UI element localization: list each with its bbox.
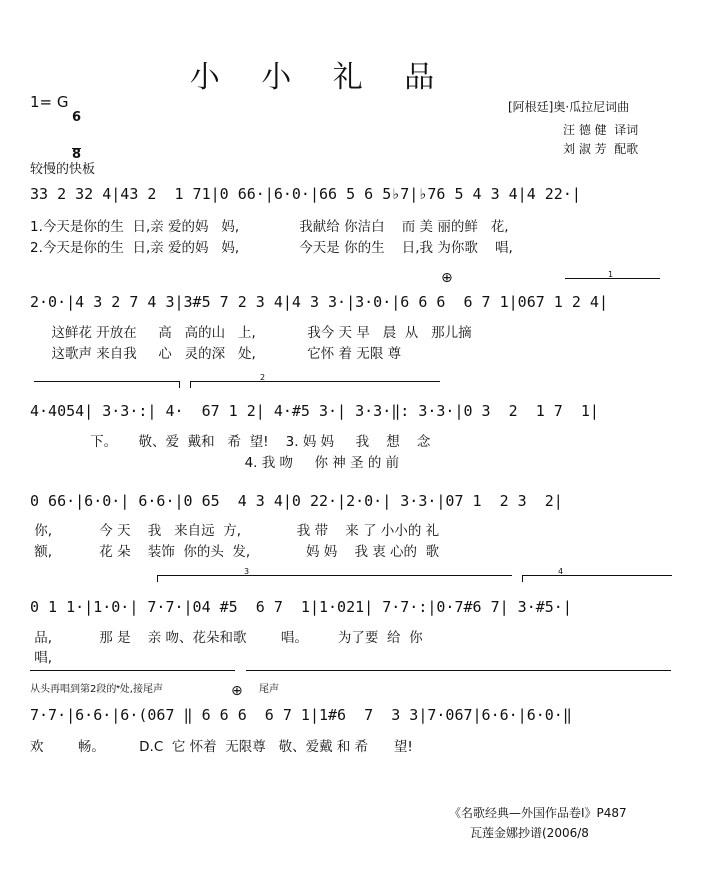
- volta-bracket-3: [157, 575, 512, 576]
- transcriber-note: 瓦莲金娜抄谱(2006/8: [470, 826, 589, 840]
- lyric-line-2-verse-2: 这歌声 来自我 心 灵的深 处, 它怀 着 无限 尊: [30, 346, 402, 362]
- source-citation: 《名歌经典—外国作品卷Ⅰ》P487: [449, 806, 627, 820]
- volta-label-2: 2: [260, 373, 266, 382]
- volta-tick: [179, 381, 180, 388]
- notation-line-5: 0 1 1·|1·0·| 7·7·|04 #5 6 7 1|1·021| 7·7·:|0·7#6 7| 3·#5·|: [30, 598, 572, 616]
- composer-credit: [阿根廷]奥·瓜拉尼词曲: [508, 100, 630, 114]
- song-title: 小 小 礼 品: [189, 60, 451, 95]
- dc-instruction: 从头再唱到第2段的𝄌处,接尾声: [30, 684, 163, 695]
- lyric-line-2-verse-1: 这鲜花 开放在 高 高的山 上, 我今 天 早 晨 从 那儿摘: [30, 325, 472, 341]
- lyric-line-3-verse-1: 下。 敬、爱 戴和 希 望! 3. 妈 妈 我 想 念: [30, 434, 431, 450]
- notation-line-4: 0 66·|6·0·| 6·6·|0 65 4 3 4|0 22·|2·0·| 3·3·|07 1 2 3 2|: [30, 492, 563, 510]
- volta-bracket-4: [522, 575, 672, 576]
- dc-bracket: [30, 670, 235, 671]
- volta-bracket-2: [190, 381, 440, 382]
- lyric-line-1-verse-1: 1.今天是你的生 日,亲 爱的妈 妈, 我献给 你洁白 而 美 丽的鲜 花,: [30, 219, 509, 235]
- volta-label-1: 1: [608, 270, 614, 279]
- notation-line-2: 2·0·|4 3 2 7 4 3|3#5 7 2 3 4|4 3 3·|3·0·|6 6 6 6 7 1|067 1 2 4|: [30, 293, 608, 311]
- volta-tick: [157, 575, 158, 582]
- key-signature: 1= G: [30, 93, 69, 111]
- volta-label-4: 4: [558, 567, 564, 576]
- volta-bracket-1-end: [34, 381, 179, 382]
- arranger-credit: 刘 淑 芳 配歌: [563, 142, 639, 156]
- notation-line-3: 4·4054| 3·3·:| 4· 67 1 2| 4·#5 3·| 3·3·‖: 3·3·|0 3 2 1 7 1|: [30, 402, 599, 420]
- volta-label-3: 3: [244, 567, 250, 576]
- coda-label: 尾声: [259, 684, 279, 695]
- notation-line-6: 7·7·|6·6·|6·(067 ‖ 6 6 6 6 7 1|1#6 7 3 3|7·067|6·6·|6·0·‖: [30, 706, 572, 724]
- lyric-line-4-verse-2: 额, 花 朵 装饰 你的头 发, 妈 妈 我 衷 心的 歌: [30, 544, 440, 560]
- meter-top: 6: [72, 110, 82, 125]
- coda-bracket: [246, 670, 671, 671]
- volta-tick: [190, 381, 191, 388]
- coda-icon: ⊕: [231, 683, 243, 699]
- translator-credit: 汪 德 健 译词: [563, 123, 639, 137]
- lyric-line-6: 欢 畅。 D.C 它 怀着 无限尊 敬、爱戴 和 希 望!: [30, 739, 413, 755]
- lyric-line-5-verse-2: 唱,: [30, 650, 53, 666]
- meter-bottom: 8: [72, 147, 82, 162]
- lyric-line-3-verse-2: 4. 我 吻 你 神 圣 的 前: [30, 455, 400, 471]
- coda-icon: ⊕: [441, 270, 453, 286]
- notation-line-1: 33 2 32 4|43 2 1 71|0 66·|6·0·|66 5 6 5♭7|♭76 5 4 3 4|4 22·|: [30, 185, 581, 203]
- lyric-line-5-verse-1: 品, 那 是 亲 吻、花朵和歌 唱。 为了要 给 你: [30, 630, 423, 646]
- volta-tick: [522, 575, 523, 582]
- tempo-marking: 较慢的快板: [30, 162, 96, 177]
- lyric-line-1-verse-2: 2.今天是你的生 日,亲 爱的妈 妈, 今天是 你的生 日,我 为你歌 唱,: [30, 240, 513, 256]
- lyric-line-4-verse-1: 你, 今 天 我 来自远 方, 我 带 来 了 小小的 礼: [30, 523, 440, 539]
